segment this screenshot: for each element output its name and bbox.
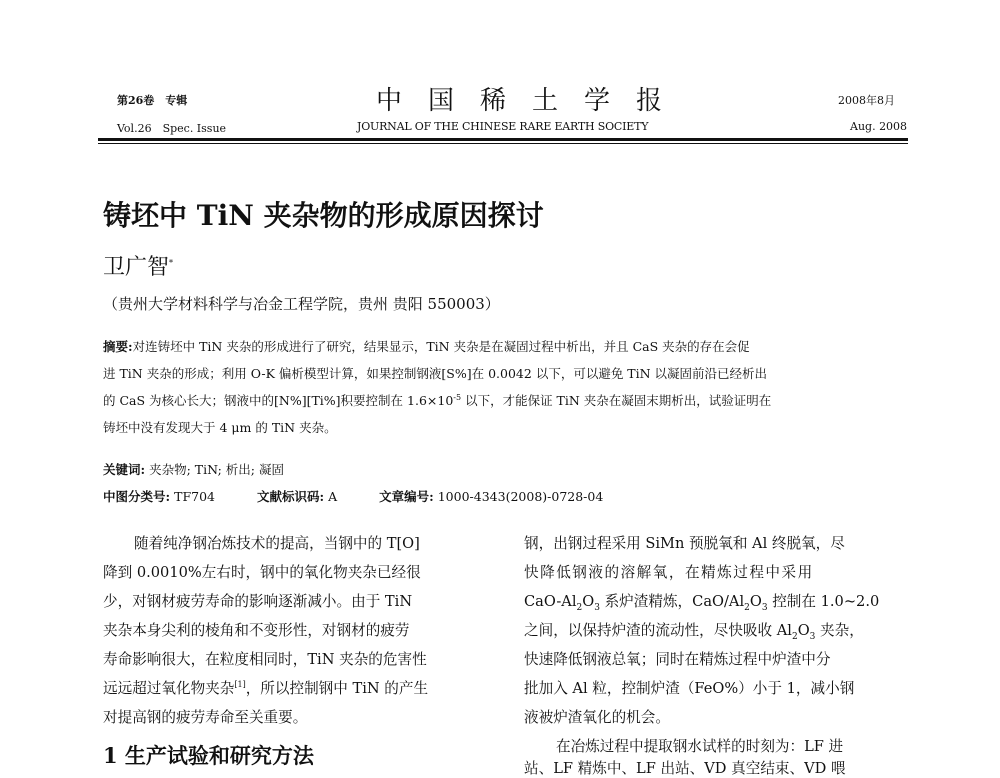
abstract-line-4: 铸坯中没有发现大于 4 μm 的 TiN 夹杂。 [103,420,337,435]
body-right-line-9: 站、LF 精炼中、LF 出站、VD 真空结束、VD 喂 [524,760,846,777]
abstract-line-3: 的 CaS 为核心长大；钢液中的[N%][Ti%]积要控制在 $1.6\times 10^{-5}$ 以下，才能保证 TiN 夹杂在凝固末期析出，试验证明在 [103,392,772,408]
journal-title-en: JOURNAL OF THE CHINESE RARE EARTH SOCIETY [357,120,649,133]
abstract-line-1: 摘要:对连铸坯中 TiN 夹杂的形成进行了研究，结果显示，TiN 夹杂是在凝固过程中析出，并且 CaS 夹杂的存在会促 [103,339,750,354]
body-left-line-1: 随着纯净钢冶炼技术的提高，当钢中的 T[O] [134,535,420,552]
body-right-line-5: 快速降低钢液总氧；同时在精炼过程中炉渣中分 [524,651,831,668]
body-right-line-2: 快降低钢液的溶解氧，在精炼过程中采用 [524,564,814,581]
corresponding-author-mark: * [169,258,174,268]
issue-date-cn: 2008年8月 [838,94,895,107]
keywords-label: 关键词: [103,462,146,477]
volume-en: Vol.26 Spec. Issue [117,122,227,135]
body-right-line-6: 批加入 Al 粒，控制炉渣（FeO%）小于 1，减小钢 [524,680,855,697]
section-heading: 1 生产试验和研究方法 [103,743,314,768]
body-left-line-6: 远远超过氧化物夹杂[1]，所以控制钢中 TiN 的产生 [103,680,429,697]
abstract-label: 摘要: [103,339,133,354]
volume-cn: 第26卷 专辑 [117,94,188,107]
body-left-line-3: 少，对钢材疲劳寿命的影响逐渐减小。由于 TiN [103,593,413,610]
body-left-line-7: 对提高钢的疲劳寿命至关重要。 [103,709,308,726]
journal-title-cn: 中国稀土学报 [376,86,689,116]
header-rule-thick [98,138,908,141]
issue-date-en: Aug. 2008 [850,120,908,133]
body-right-line-7: 液被炉渣氧化的机会。 [524,709,670,726]
keywords: 关键词: 夹杂物; TiN; 析出; 凝固 [103,462,284,477]
clc-label: 中图分类号: [103,489,171,504]
body-left-line-2: 降到 0.0010%左右时，钢中的氧化物夹杂已经很 [103,564,421,581]
affiliation: （贵州大学材料科学与冶金工程学院，贵州 贵阳 550003） [103,295,500,313]
article-number-label: 文章编号: [379,489,434,504]
body-right-line-1: 钢，出钢过程采用 SiMn 预脱氧和 Al 终脱氧，尽 [524,535,845,552]
abstract-line-2: 进 TiN 夹杂的形成；利用 O-K 偏析模型计算，如果控制钢液[S%]在 0.0042 以下，可以避免 TiN 以凝固前沿已经析出 [103,366,768,381]
body-left-line-5: 寿命影响很大，在粒度相同时，TiN 夹杂的危害性 [103,651,427,668]
author-name: 卫广智* [103,255,174,280]
classification-line: 中图分类号: TF704 文献标识码: A 文章编号: 1000-4343(2008)-0728-04 [103,489,604,504]
article-title: 铸坯中 TiN 夹杂物的形成原因探讨 [103,199,544,232]
header-rule-thin [98,143,908,144]
body-right-line-8: 在冶炼过程中提取钢水试样的时刻为：LF 进 [556,738,844,755]
doc-code-label: 文献标识码: [256,489,325,504]
body-right-line-4: 之间，以保持炉渣的流动性，尽快吸收 $Al_2O_3$ 夹杂， [524,622,864,642]
body-left-line-4: 夹杂本身尖利的棱角和不变形性，对钢材的疲劳 [103,622,410,639]
body-right-line-3: CaO-$Al_2O_3$ 系炉渣精炼，CaO/$Al_2O_3$ 控制在 1.0~2.0 [524,593,880,613]
citation-ref: [1] [234,680,246,690]
